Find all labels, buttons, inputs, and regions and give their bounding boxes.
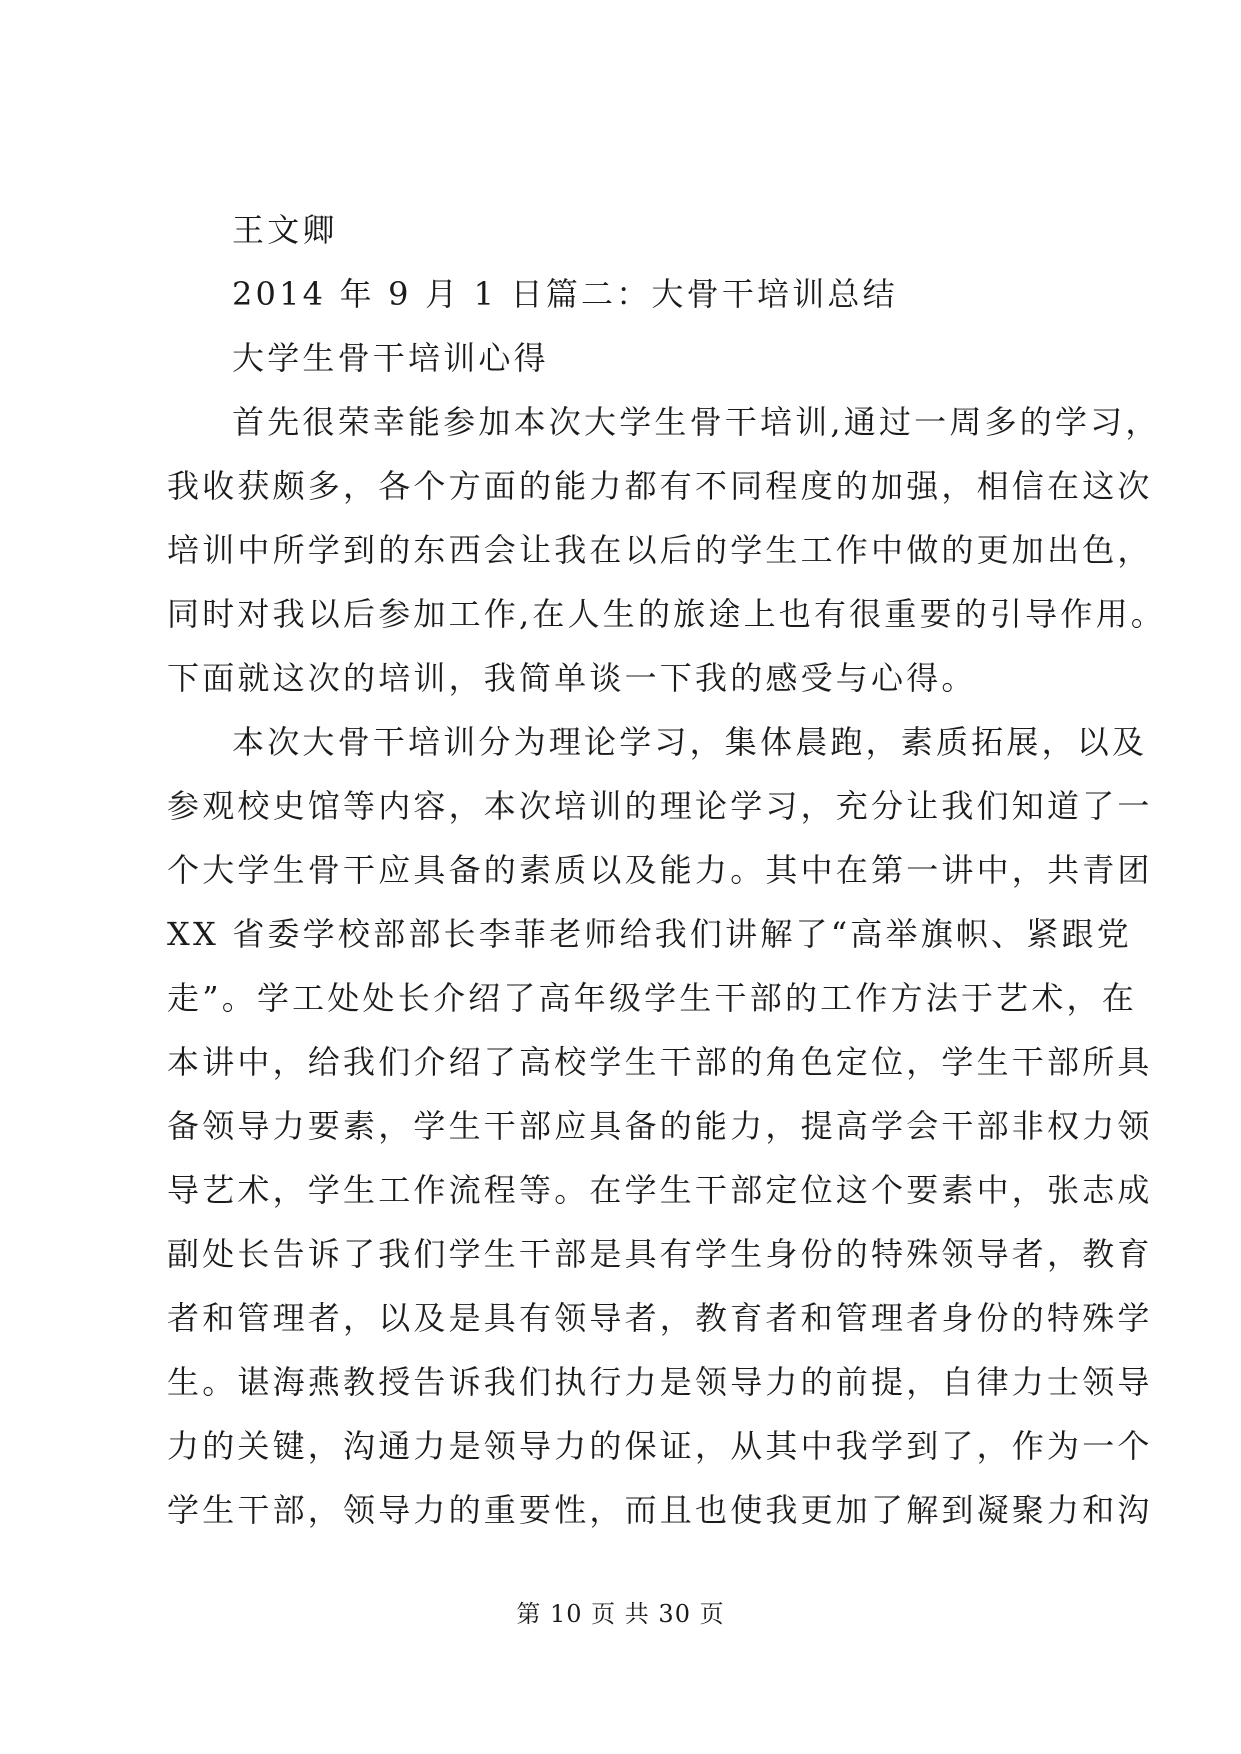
date-and-section-heading: 2014 年 9 月 1 日篇二：大骨干培训总结 [232, 275, 898, 313]
paragraph-2-line-9: 副处长告诉了我们学生干部是具有学生身份的特殊领导者，教育 [167, 1235, 1153, 1273]
paragraph-2-line-3: 个大学生骨干应具备的素质以及能力。其中在第一讲中，共青团 [167, 851, 1153, 889]
paragraph-2-line-1: 本次大骨干培训分为理论学习，集体晨跑，素质拓展，以及 [232, 723, 1148, 761]
paragraph-2-line-7: 备领导力要素，学生干部应具备的能力，提高学会干部非权力领 [167, 1107, 1153, 1145]
paragraph-1-line-5: 下面就这次的培训，我简单谈一下我的感受与心得。 [167, 659, 977, 697]
paragraph-2-line-13: 学生干部，领导力的重要性，而且也使我更加了解到凝聚力和沟 [167, 1491, 1153, 1529]
page-number-footer: 第 10 页 共 30 页 [516, 1600, 725, 1628]
paragraph-1-line-3: 培训中所学到的东西会让我在以后的学生工作中做的更加出色， [167, 531, 1153, 569]
signature-name: 王文卿 [232, 211, 338, 249]
paragraph-2-line-10: 者和管理者，以及是具有领导者，教育者和管理者身份的特殊学 [167, 1299, 1153, 1337]
paragraph-1-line-4: 同时对我以后参加工作,在人生的旅途上也有很重要的引导作用。 [167, 595, 1166, 633]
paragraph-2-line-4: XX 省委学校部部长李菲老师给我们讲解了“高举旗帜、紧跟党 [167, 915, 1132, 953]
paragraph-2-line-8: 导艺术，学生工作流程等。在学生干部定位这个要素中，张志成 [167, 1171, 1153, 1209]
paragraph-1-line-1: 首先很荣幸能参加本次大学生骨干培训,通过一周多的学习， [232, 403, 1161, 441]
paragraph-2-line-12: 力的关键，沟通力是领导力的保证，从其中我学到了，作为一个 [167, 1427, 1153, 1465]
paragraph-1-line-2: 我收获颇多，各个方面的能力都有不同程度的加强，相信在这次 [167, 467, 1153, 505]
paragraph-2-line-2: 参观校史馆等内容，本次培训的理论学习，充分让我们知道了一 [167, 787, 1153, 825]
paragraph-2-line-5: 走”。学工处处长介绍了高年级学生干部的工作方法于艺术，在 [167, 979, 1137, 1017]
article-title: 大学生骨干培训心得 [232, 339, 549, 377]
paragraph-2-line-11: 生。谌海燕教授告诉我们执行力是领导力的前提，自律力士领导 [167, 1363, 1153, 1401]
paragraph-2-line-6: 本讲中，给我们介绍了高校学生干部的角色定位，学生干部所具 [167, 1043, 1153, 1081]
